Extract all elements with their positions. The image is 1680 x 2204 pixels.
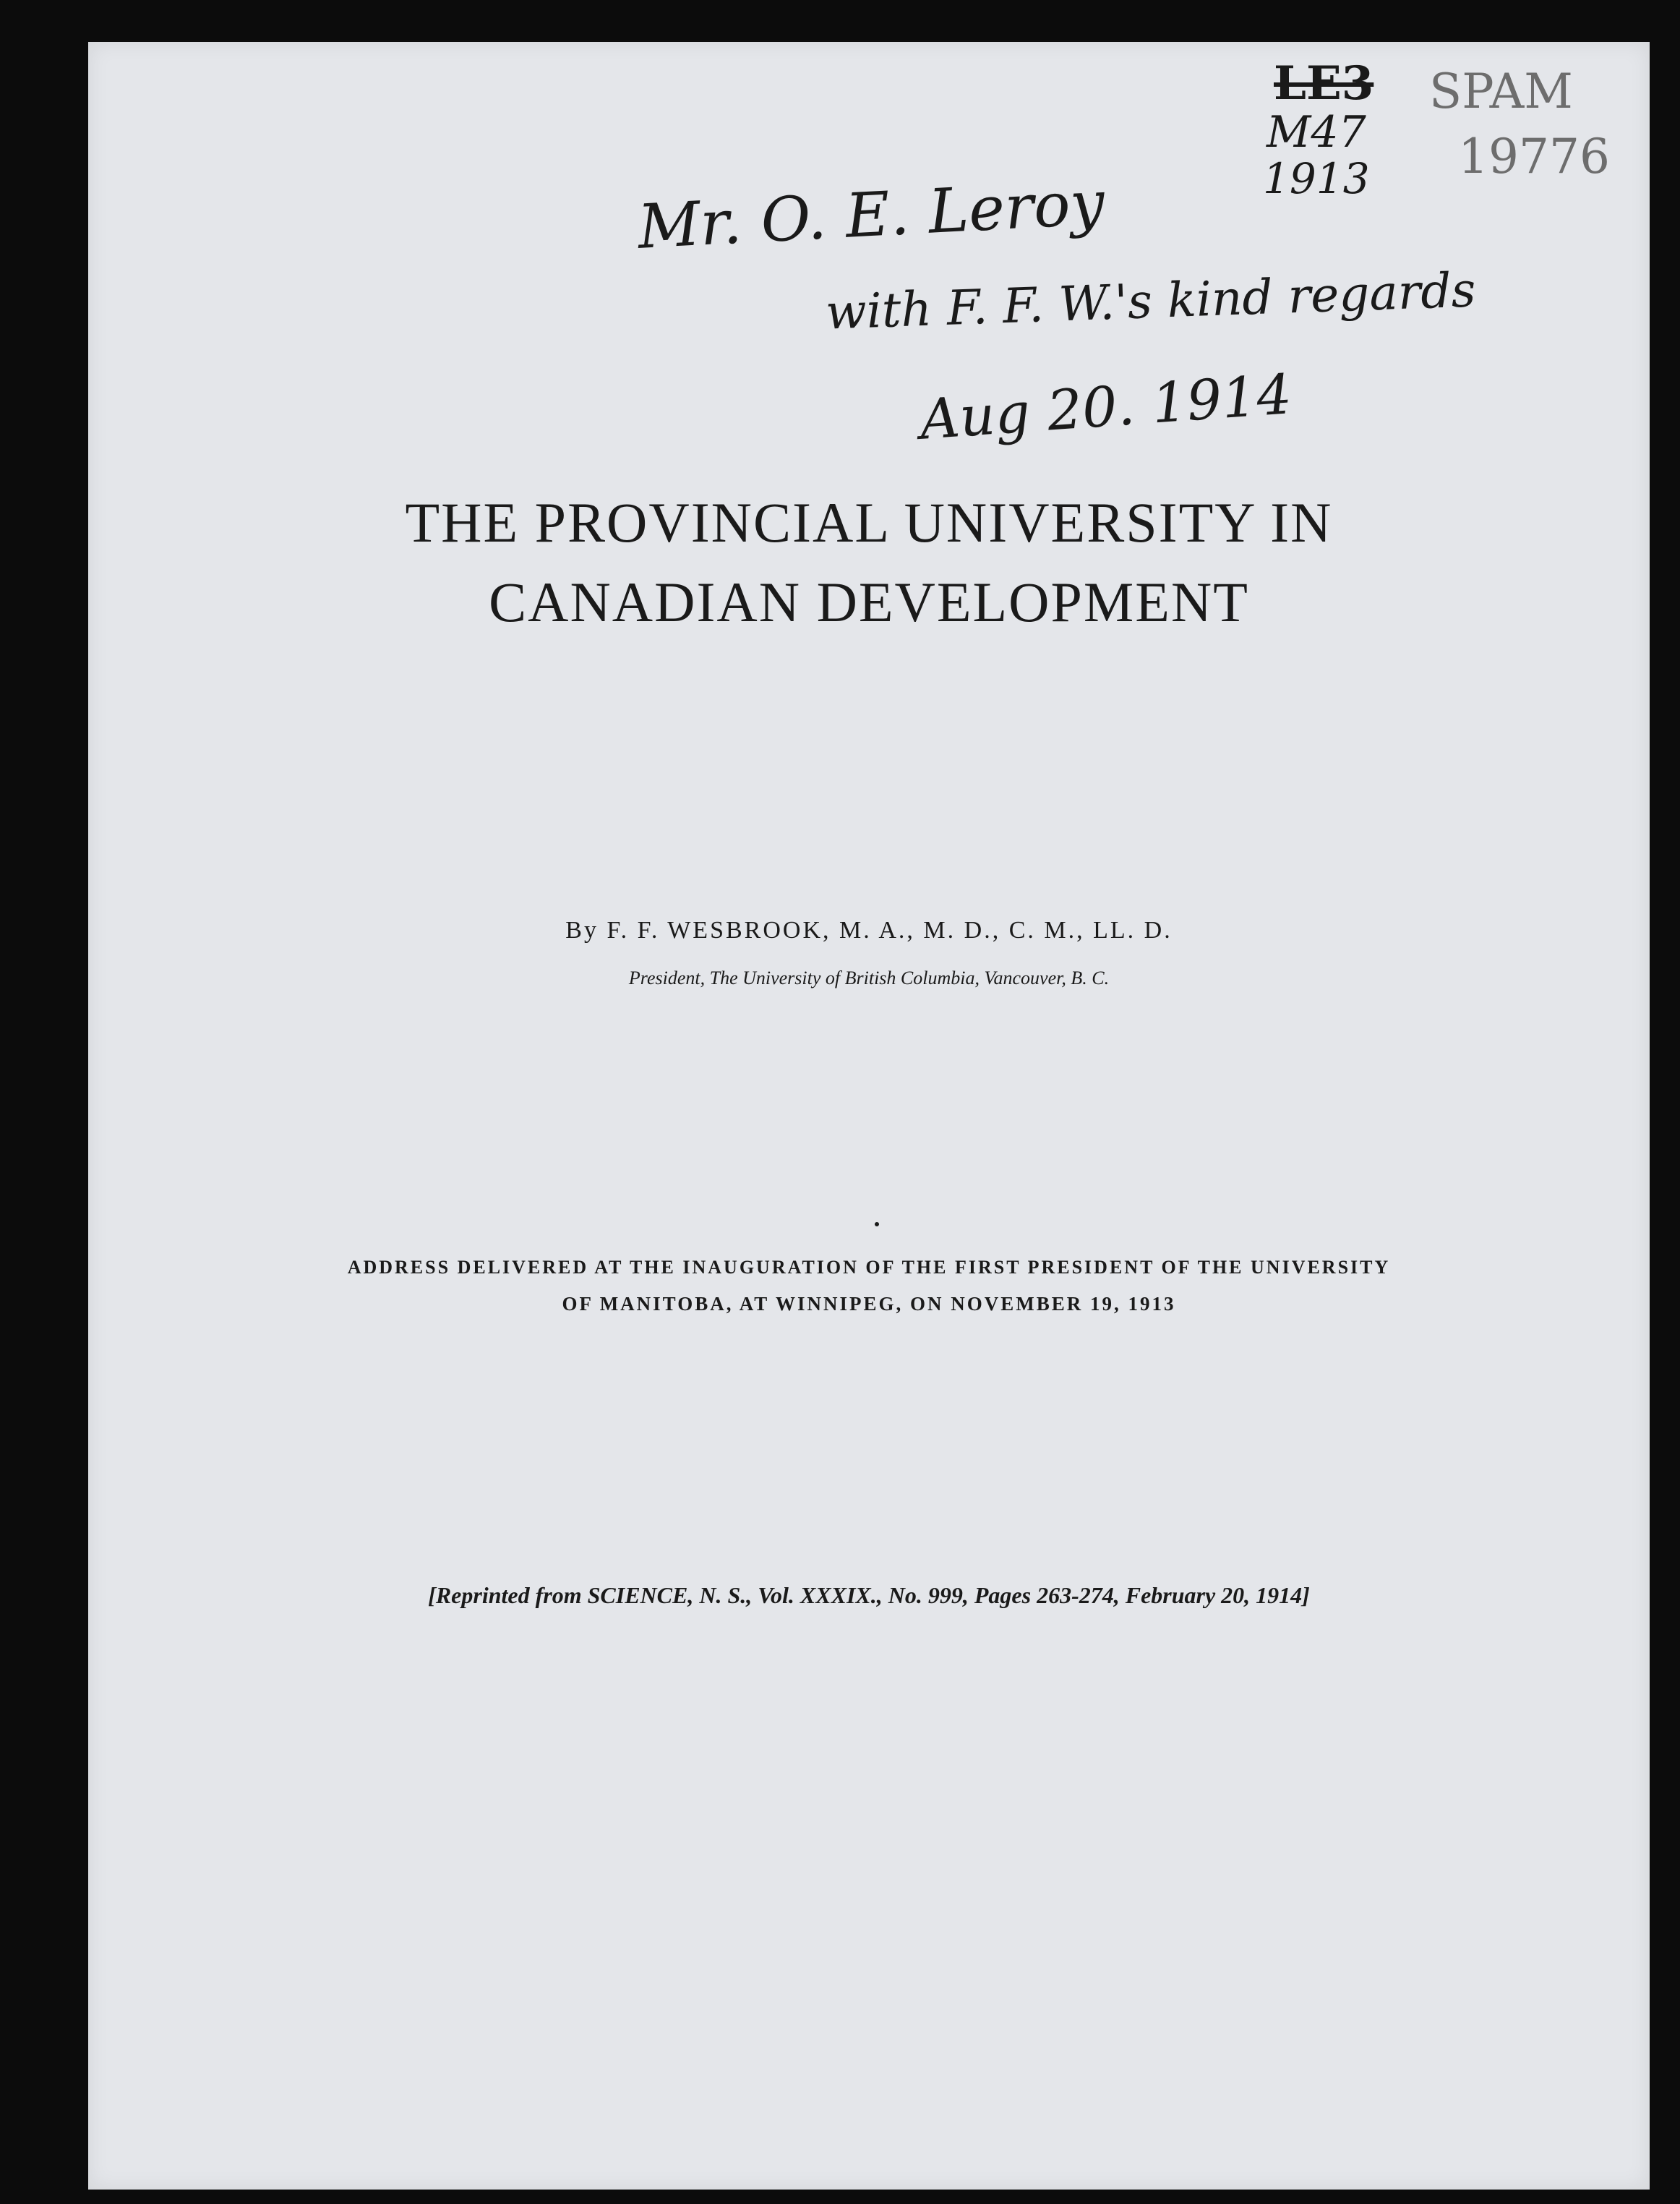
catalog-mark-3: 1913 bbox=[1263, 154, 1370, 203]
inscription-recipient: Mr. O. E. Leroy bbox=[635, 167, 1107, 262]
author-byline: By F. F. WESBROOK, M. A., M. D., C. M., LL. D. bbox=[565, 917, 1173, 944]
document-title-line-2: CANADIAN DEVELOPMENT bbox=[489, 571, 1249, 633]
address-line-1: ADDRESS DELIVERED AT THE INAUGURATION OF THE FIRST PRESIDENT OF THE UNIVERSITY bbox=[347, 1257, 1391, 1278]
reprint-notice: [Reprinted from SCIENCE, N. S., Vol. XXXIX., No. 999, Pages 263-274, February 20, 1914] bbox=[428, 1582, 1310, 1608]
inscription-date: Aug 20. 1914 bbox=[917, 362, 1294, 452]
document-title-line-1: THE PROVINCIAL UNIVERSITY IN bbox=[405, 491, 1333, 554]
catalog-mark-5: 19776 bbox=[1458, 129, 1610, 184]
author-affiliation: President, The University of British Columbia, Vancouver, B. C. bbox=[628, 968, 1110, 988]
catalog-mark-2: M47 bbox=[1267, 107, 1366, 158]
address-line-2: OF MANITOBA, AT WINNIPEG, ON NOVEMBER 19, 1913 bbox=[562, 1293, 1176, 1315]
catalog-mark-1: LE3 bbox=[1274, 56, 1374, 111]
speck bbox=[875, 1222, 879, 1226]
inscription-regards: with F. F. W.'s kind regards bbox=[824, 262, 1477, 341]
catalog-mark-4: SPAM bbox=[1429, 64, 1573, 119]
document-page bbox=[88, 42, 1650, 2190]
